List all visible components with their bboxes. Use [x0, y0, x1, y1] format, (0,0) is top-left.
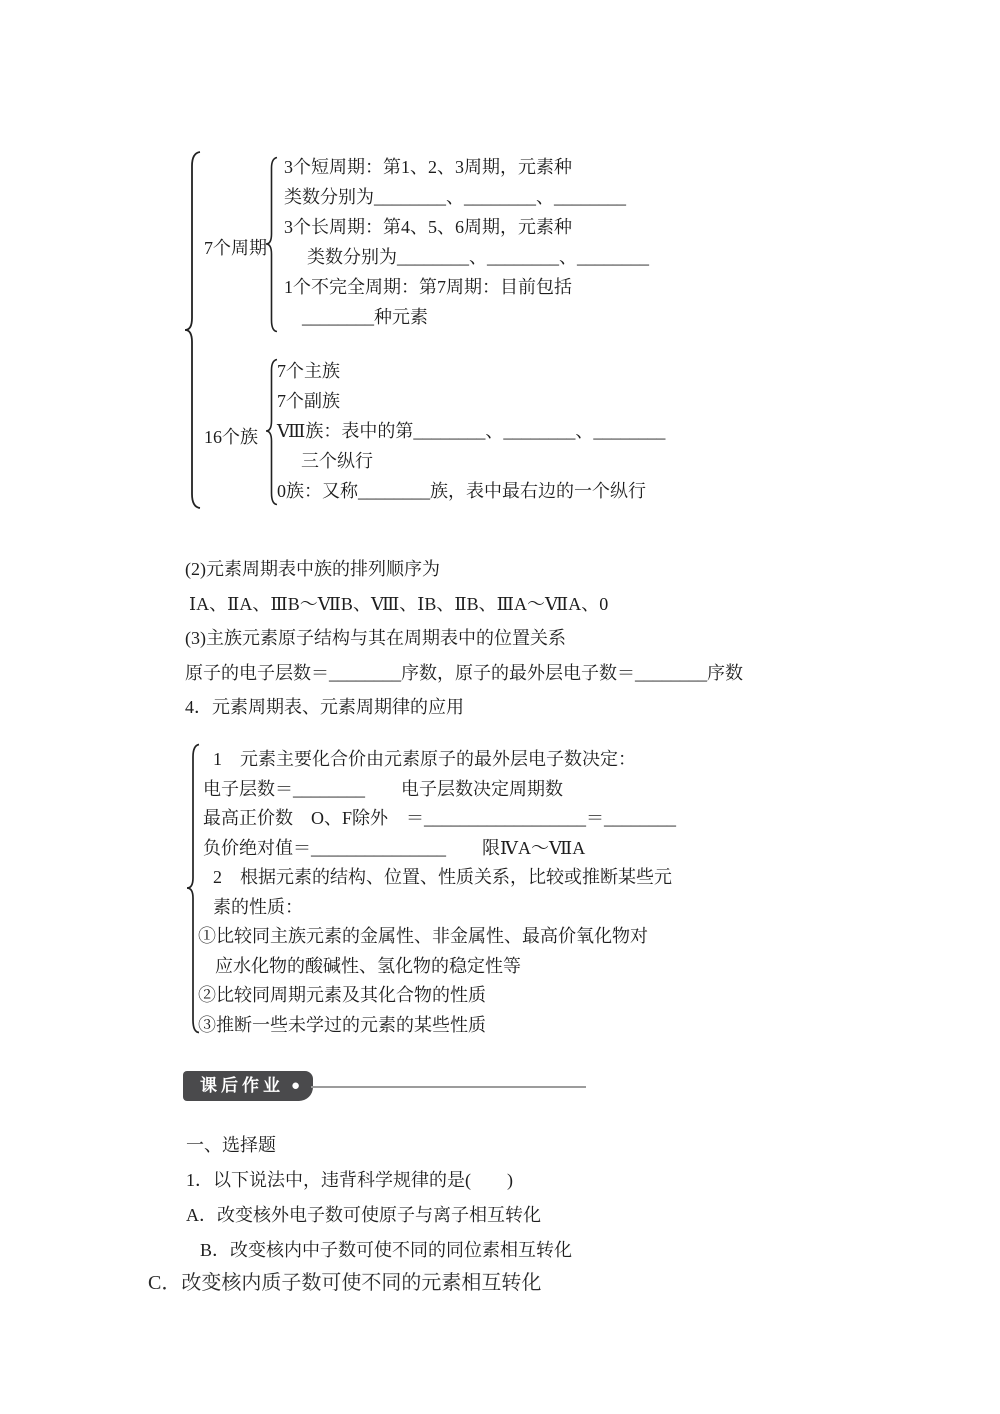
app-line: ②比较同周期元素及其化合物的性质 [198, 985, 486, 1005]
periods-line: 3个长周期：第4、5、6周期，元素种 [284, 217, 572, 237]
circle-icon: ● [290, 1078, 301, 1094]
body-block [185, 552, 743, 725]
section-heading: 一、选择题 [186, 1135, 276, 1155]
question-1: 1．以下说法中，违背科学规律的是( ) [186, 1170, 513, 1190]
groups-line: 0族：又称________族，表中最右边的一个纵行 [277, 481, 646, 501]
periods-brace [265, 156, 279, 333]
item3-line: 原子的电子层数＝________序数，原子的最外层电子数＝________序数 [185, 662, 743, 683]
option-b: B．改变核内中子数可使不同的同位素相互转化 [200, 1240, 573, 1260]
homework-block [186, 1128, 572, 1268]
header-rule-line [311, 1086, 586, 1088]
periods-line: 类数分别为________、________、________ [307, 247, 649, 267]
groups-line: 7个副族 [277, 391, 340, 411]
app-line: 1 元素主要化合价由元素原子的最外层电子数决定： [213, 749, 636, 769]
app-line: ③推断一些未学过的元素的某些性质 [198, 1014, 486, 1035]
periods-label: 7个周期 [204, 238, 267, 258]
groups-line: 三个纵行 [301, 451, 373, 471]
option-c: C．改变核内质子数可使不同的元素相互转化 [148, 1272, 542, 1294]
groups-line: 7个主族 [277, 361, 340, 381]
groups-label: 16个族 [204, 427, 258, 447]
groups-lines [277, 356, 665, 506]
periods-line: 3个短周期：第1、2、3周期，元素种 [284, 157, 572, 177]
periods-lines [284, 152, 649, 332]
periods-line: ________种元素 [302, 307, 428, 327]
application-block [198, 745, 676, 1040]
app-line: ①比较同主族元素的金属性、非金属性、最高价氧化物对 [198, 926, 648, 946]
app-line: 2 根据元素的结构、位置、性质关系，比较或推断某些元 [213, 867, 672, 887]
app-line: 应水化物的酸碱性、氢化物的稳定性等 [215, 955, 521, 976]
periods-line: 类数分别为________、________、________ [284, 187, 626, 207]
item2-title: (2)元素周期表中族的排列顺序为 [185, 559, 440, 579]
groups-line: Ⅷ族：表中的第________、________、________ [277, 421, 666, 441]
app-line: 最高正价数 O、F除外 ＝__________________＝________ [203, 808, 677, 828]
app-line: 素的性质： [213, 896, 303, 917]
homework-badge [183, 1071, 313, 1101]
group-sequence: ⅠA、ⅡA、ⅢB～ⅦB、Ⅷ、ⅠB、ⅡB、ⅢA～ⅦA、0 [189, 593, 609, 614]
outer-left-brace [184, 150, 204, 510]
periods-line: 1个不完全周期：第7周期：目前包括 [284, 277, 572, 297]
homework-badge-label: 课后作业 [199, 1076, 284, 1095]
option-a: A．改变核外电子数可使原子与离子相互转化 [186, 1205, 541, 1225]
item3-title: (3)主族元素原子结构与其在周期表中的位置关系 [185, 628, 566, 648]
app-line: 负价绝对值＝_______________ 限ⅣA～ⅦA [203, 837, 586, 858]
item4-title: 4．元素周期表、元素周期律的应用 [185, 697, 464, 717]
app-line: 电子层数＝________ 电子层数决定周期数 [203, 778, 563, 799]
